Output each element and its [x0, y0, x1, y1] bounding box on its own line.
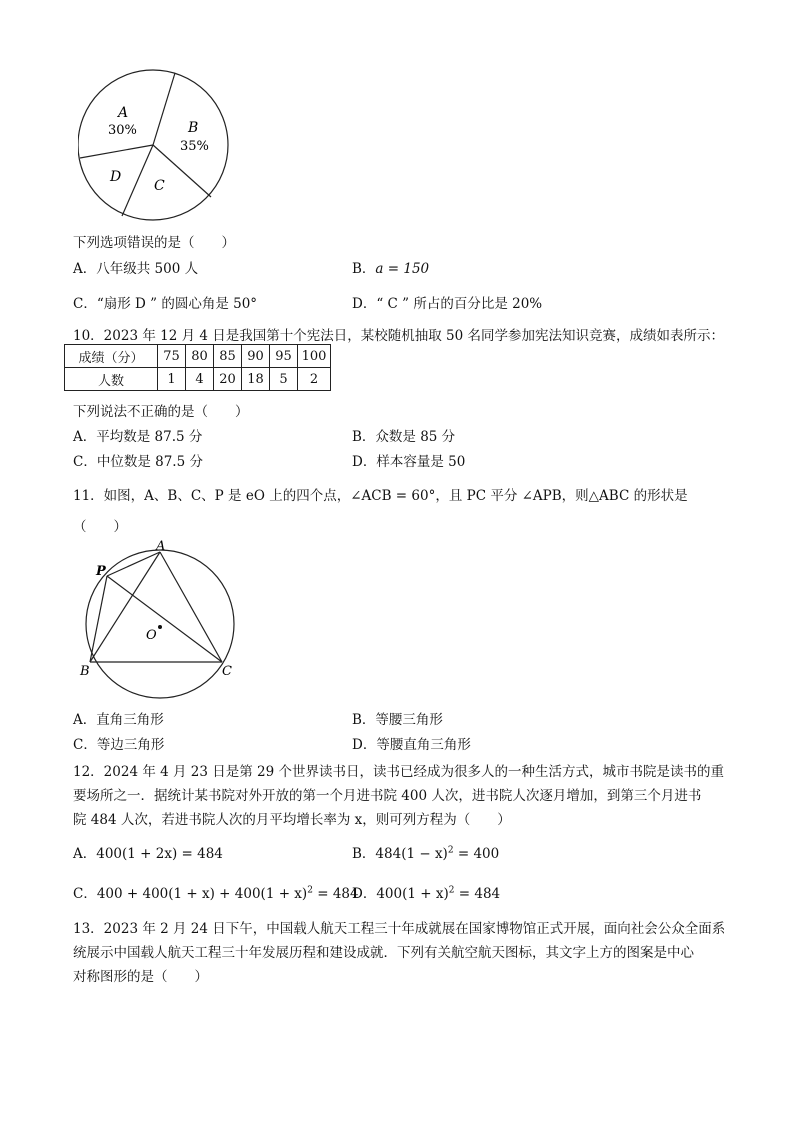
q9-option-b[interactable] [352, 257, 429, 277]
q12-option-c-tail: = 484 [312, 886, 359, 902]
q13-line-1: 13．2023 年 2 月 24 日下午，中国载人航天工程三十年成就展在国家博物馆正式开展，面向社会公众全面系 [73, 921, 726, 937]
q11-option-a[interactable]: A．直角三角形 [73, 712, 164, 728]
score-table [64, 344, 331, 391]
pie-divider-a-b [153, 73, 175, 145]
table-cell: 20 [214, 368, 242, 391]
q12-line-3: 院 484 人次，若进书院人次的月平均增长率为 x，则可列方程为（ ） [73, 812, 511, 828]
table-cell: 1 [158, 368, 186, 391]
q12-line-2: 要场所之一．据统计某书院对外开放的第一个月进书院 400 人次，进书院人次逐月增加，到第三个月进书 [73, 788, 702, 804]
label-o: O [146, 628, 157, 643]
segment-ac [160, 552, 222, 662]
pie-label-c: C [154, 178, 165, 194]
q9-option-b-math: a = 150 [375, 261, 430, 277]
table-header-score: 成绩（分） [65, 345, 158, 368]
label-c: C [222, 664, 232, 679]
table-cell: 90 [242, 345, 270, 368]
table-row [65, 368, 331, 391]
q10-option-c[interactable]: C．中位数是 87.5 分 [73, 454, 203, 470]
q12-option-b-base: B．484(1 − x) [352, 846, 448, 862]
q10-option-a[interactable]: A．平均数是 87.5 分 [73, 429, 203, 445]
q10-stem: 10．2023 年 12 月 4 日是我国第十个宪法日，某校随机抽取 50 名同学参加宪法知识竞赛，成绩如表所示： [73, 328, 725, 344]
table-cell: 5 [270, 368, 298, 391]
table-cell: 75 [158, 345, 186, 368]
pie-divider-d-a [80, 145, 153, 158]
q12-option-d-tail: = 484 [454, 886, 501, 902]
segment-pc [107, 576, 222, 662]
q9-option-a[interactable]: A．八年级共 500 人 [73, 261, 199, 277]
table-cell: 4 [186, 368, 214, 391]
pie-percent-a: 30% [108, 123, 137, 138]
q12-option-b-exponent: 2 [447, 845, 454, 856]
table-cell: 85 [214, 345, 242, 368]
q11-paren: （ ） [73, 519, 127, 535]
pie-label-b: B [188, 120, 199, 136]
table-cell: 100 [298, 345, 331, 368]
q12-option-b[interactable] [352, 842, 499, 862]
q11-option-b[interactable]: B．等腰三角形 [352, 712, 443, 728]
pie-chart [78, 38, 238, 224]
pie-label-d: D [110, 169, 122, 185]
q9-option-d[interactable]: D．“ C ” 所占的百分比是 20% [352, 296, 543, 312]
q11-option-d[interactable]: D．等腰直角三角形 [352, 737, 471, 753]
q11-option-c[interactable]: C．等边三角形 [73, 737, 165, 753]
q12-option-d-exponent: 2 [448, 885, 455, 896]
q10-option-d[interactable]: D．样本容量是 50 [352, 454, 466, 470]
q9-stem: 下列选项错误的是（ ） [73, 235, 235, 251]
pie-divider-c-d [122, 145, 153, 216]
table-cell: 80 [186, 345, 214, 368]
q13-line-3: 对称图形的是（ ） [73, 969, 208, 985]
table-row [65, 345, 331, 368]
q12-option-c-base: C．400 + 400(1 + x) + 400(1 + x) [73, 886, 308, 902]
q9-option-b-prefix: B． [352, 261, 376, 277]
pie-label-a: A [118, 105, 129, 121]
label-p: P [96, 564, 106, 579]
circle-o [86, 550, 234, 698]
table-header-count: 人数 [65, 368, 158, 391]
q12-option-c[interactable] [73, 882, 359, 902]
table-cell: 95 [270, 345, 298, 368]
table-cell: 18 [242, 368, 270, 391]
circle-figure [76, 538, 251, 703]
q12-option-d[interactable] [352, 882, 500, 902]
q10-option-b[interactable]: B．众数是 85 分 [352, 429, 456, 445]
q12-option-b-tail: = 400 [453, 846, 500, 862]
center-point-o [158, 625, 162, 629]
q13-line-2: 统展示中国载人航天工程三十年发展历程和建设成就．下列有关航空航天图标，其文字上方的图案是中心 [73, 945, 694, 961]
q12-option-a[interactable]: A．400(1 + 2x) = 484 [73, 846, 223, 862]
pie-percent-b: 35% [180, 139, 209, 154]
q9-option-c[interactable]: C．“扇形 D ” 的圆心角是 50° [73, 296, 258, 312]
q12-option-d-base: D．400(1 + x) [352, 886, 449, 902]
table-cell: 2 [298, 368, 331, 391]
q11-stem: 11．如图，A、B、C、P 是 eO 上的四个点，∠ACB = 60°，且 PC 平分 ∠APB，则△ABC 的形状是 [73, 488, 688, 504]
label-a: A [156, 539, 166, 554]
q12-option-c-exponent: 2 [307, 885, 313, 896]
q12-line-1: 12．2024 年 4 月 23 日是第 29 个世界读书日，读书已经成为很多人的一种生活方式，城市书院是读书的重 [73, 764, 725, 780]
label-b: B [80, 664, 90, 679]
q10-prompt: 下列说法不正确的是（ ） [73, 404, 249, 420]
